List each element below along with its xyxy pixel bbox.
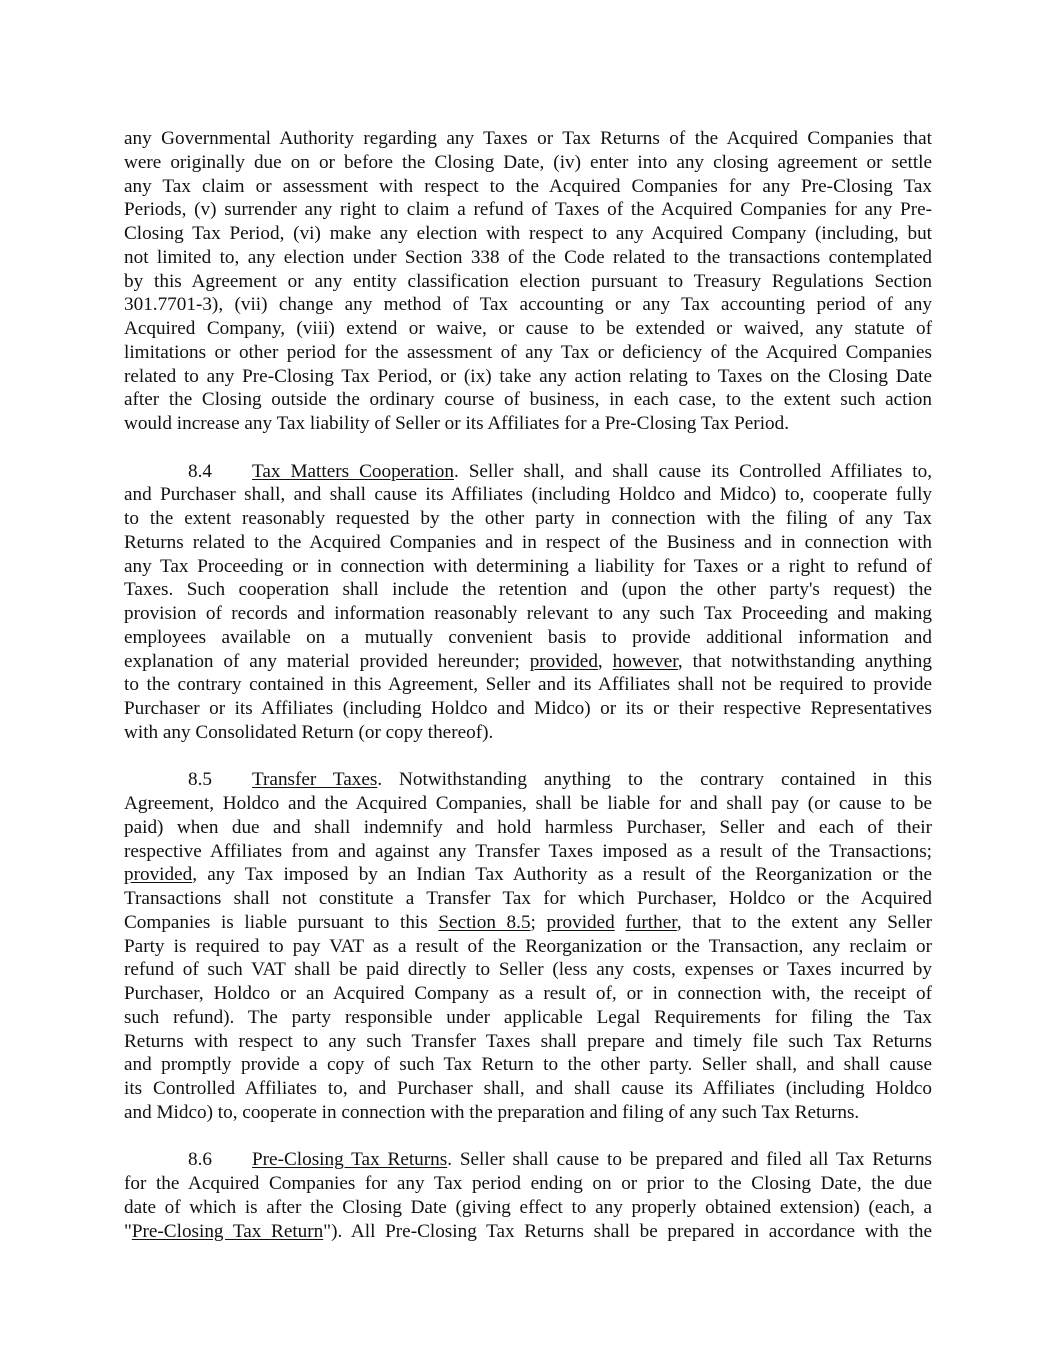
text-run: and promptly provide a copy of such Tax Return to the other party. Seller shall, and shall cause — [124, 1054, 932, 1076]
document-page — [124, 127, 932, 1267]
text-line — [124, 317, 932, 341]
text-line — [124, 626, 932, 650]
text-line — [124, 175, 932, 199]
text-run: Taxes. Such cooperation shall include the retention and (upon the other party's request) the — [124, 579, 932, 601]
text-line — [124, 507, 932, 531]
text-line — [124, 721, 932, 745]
text-run: Closing Tax Period, (vi) make any election with respect to any Acquired Company (including, but — [124, 223, 932, 244]
text-line — [124, 483, 932, 507]
text-run: paid) when due and shall indemnify and hold harmless Purchaser, Seller and each of their — [124, 816, 932, 838]
text-line — [124, 958, 932, 982]
text-line — [124, 911, 932, 935]
text-run: 301.7701-3), (vii) change any method of Tax accounting or any Tax accounting period of any — [124, 294, 932, 316]
text-run: respective Affiliates from and against any Transfer Taxes imposed as a result of the Transactions; — [124, 840, 932, 862]
section-8-5-transfer-taxes — [124, 768, 932, 1124]
text-run: Agreement, Holdco and the Acquired Companies, shall be liable for and shall pay (or cause to be — [124, 793, 932, 814]
text-line — [124, 578, 932, 602]
section-8-6-pre-closing-tax-returns — [124, 1148, 932, 1243]
text-run — [615, 912, 626, 933]
text-run: , any Tax imposed by an Indian Tax Authority as a result of the Reorganization or the — [192, 864, 932, 886]
text-line — [124, 198, 932, 222]
text-line — [124, 887, 932, 911]
underlined-term: Section 8.5 — [438, 911, 531, 933]
text-run: Purchaser or its Affiliates (including Holdco and Midco) or its or their respective Representatives — [124, 698, 932, 719]
text-run: explanation of any material provided hereunder; — [124, 650, 530, 672]
text-line — [124, 388, 932, 412]
text-line — [124, 1172, 932, 1196]
text-run: such refund). The party responsible under applicable Legal Requirements for filing the Tax — [124, 1006, 932, 1028]
text-run: Party is required to pay VAT as a result of the Reorganization or the Transaction, any reclaim or — [124, 935, 932, 957]
text-run: its Controlled Affiliates to, and Purchaser shall, and shall cause its Affiliates (including Holdco — [124, 1078, 932, 1099]
text-run: related to any Pre-Closing Tax Period, or (ix) take any action relating to Taxes on the Closing Date — [124, 365, 932, 387]
text-run: to the extent reasonably requested by the other party in connection with the filing of any Tax — [124, 508, 932, 529]
text-line — [124, 270, 932, 294]
text-run: after the Closing outside the ordinary course of business, in each case, to the extent such action — [124, 389, 932, 411]
text-run: Transactions shall not constitute a Transfer Tax for which Purchaser, Holdco or the Acquired — [124, 888, 932, 909]
paragraph-continuation — [124, 127, 932, 436]
text-line — [124, 982, 932, 1006]
text-run: date of which is after the Closing Date (giving effect to any properly obtained extension) (each, a — [124, 1196, 932, 1218]
text-line — [124, 602, 932, 626]
text-line — [124, 816, 932, 840]
text-line — [124, 1030, 932, 1054]
text-line — [124, 1053, 932, 1077]
text-run: refund of such VAT shall be paid directly to Seller (less any costs, expenses or Taxes incurred by — [124, 959, 932, 981]
text-line — [124, 1006, 932, 1030]
text-line — [124, 1101, 932, 1125]
text-run: any Tax claim or assessment with respect to the Acquired Companies for any Pre-Closing Tax — [124, 175, 932, 197]
text-run: to the contrary contained in this Agreement, Seller and its Affiliates shall not be required to provide — [124, 674, 932, 696]
text-run: Acquired Company, (viii) extend or waive, or cause to be extended or waived, any statute of — [124, 318, 932, 339]
text-run: not limited to, any election under Section 338 of the Code related to the transactions contemplated — [124, 246, 932, 268]
section-heading-line — [124, 768, 932, 792]
text-line — [124, 151, 932, 175]
text-run: by this Agreement or any entity classification election pursuant to Treasury Regulations Section — [124, 270, 932, 292]
section-heading-rest: . Notwithstanding anything to the contrary contained in this — [377, 769, 932, 791]
text-run: employees available on a mutually convenient basis to provide additional information and — [124, 626, 932, 648]
text-line — [124, 412, 932, 436]
text-run: , — [597, 650, 613, 672]
text-line — [124, 673, 932, 697]
text-line — [124, 697, 932, 721]
text-run: would increase any Tax liability of Seller or its Affiliates for a Pre-Closing Tax Period. — [124, 413, 790, 434]
text-run: , that to the extent any Seller — [676, 911, 932, 933]
section-number: 8.4 — [188, 460, 212, 482]
text-run: , that notwithstanding anything — [677, 650, 932, 672]
section-heading: Pre-Closing Tax Returns — [252, 1149, 448, 1171]
underlined-term: provided — [529, 650, 598, 672]
text-run: provision of records and information reasonably relevant to any such Tax Proceeding and making — [124, 603, 932, 624]
text-line — [124, 127, 932, 151]
text-run: any Tax Proceeding or in connection with determining a liability for Taxes or a right to refund of — [124, 555, 932, 577]
text-run: Periods, (v) surrender any right to claim a refund of Taxes of the Acquired Companies for any Pre- — [124, 199, 932, 221]
text-line — [124, 531, 932, 555]
text-run: "). All Pre-Closing Tax Returns shall be prepared in accordance with the — [323, 1220, 932, 1242]
underlined-term: provided — [124, 864, 193, 886]
text-run: and Purchaser shall, and shall cause its Affiliates (including Holdco and Midco) to, cooperate fully — [124, 484, 932, 506]
section-number: 8.5 — [188, 769, 212, 791]
text-run: Companies is liable pursuant to this — [124, 911, 439, 933]
section-heading: Tax Matters Cooperation — [252, 460, 454, 482]
section-heading: Transfer Taxes — [252, 769, 378, 791]
underlined-term: however — [612, 650, 678, 672]
text-line — [124, 341, 932, 365]
underlined-term: provided — [546, 911, 615, 933]
underlined-term: further — [625, 911, 677, 933]
text-run: Returns related to the Acquired Companies and in respect of the Business and in connection with — [124, 531, 932, 553]
text-line — [124, 246, 932, 270]
section-heading-line — [124, 1148, 932, 1172]
text-run: for the Acquired Companies for any Tax period ending on or prior to the Closing Date, the due — [124, 1173, 932, 1194]
text-run: Returns with respect to any such Transfer Taxes shall prepare and timely file such Tax Returns — [124, 1030, 932, 1052]
text-line — [124, 863, 932, 887]
text-line — [124, 222, 932, 246]
text-line — [124, 935, 932, 959]
section-heading-rest: . Seller shall cause to be prepared and filed all Tax Returns — [447, 1149, 932, 1171]
text-line — [124, 650, 932, 674]
text-line — [124, 1220, 932, 1244]
text-line — [124, 1196, 932, 1220]
section-number: 8.6 — [188, 1149, 212, 1171]
text-run: limitations or other period for the assessment of any Tax or deficiency of the Acquired Companies — [124, 341, 932, 363]
text-line — [124, 840, 932, 864]
text-line — [124, 293, 932, 317]
text-run: with any Consolidated Return (or copy thereof). — [124, 721, 494, 743]
section-8-4-tax-matters-cooperation — [124, 460, 932, 745]
underlined-term: Pre-Closing Tax Return — [131, 1220, 324, 1242]
section-heading-rest: . Seller shall, and shall cause its Controlled Affiliates to, — [453, 460, 933, 482]
text-run: any Governmental Authority regarding any Taxes or Tax Returns of the Acquired Companies that — [124, 128, 932, 149]
text-line — [124, 792, 932, 816]
text-run: and Midco) to, cooperate in connection with the preparation and filing of any such Tax Returns. — [124, 1101, 860, 1123]
section-heading-line — [124, 460, 932, 484]
text-run: Purchaser, Holdco or an Acquired Company as a result of, or in connection with, the receipt of — [124, 983, 932, 1004]
text-run: " — [124, 1220, 132, 1242]
text-run: were originally due on or before the Closing Date, (iv) enter into any closing agreement or settle — [124, 151, 932, 173]
text-line — [124, 1077, 932, 1101]
text-line — [124, 365, 932, 389]
text-line — [124, 555, 932, 579]
text-run: ; — [530, 911, 547, 933]
